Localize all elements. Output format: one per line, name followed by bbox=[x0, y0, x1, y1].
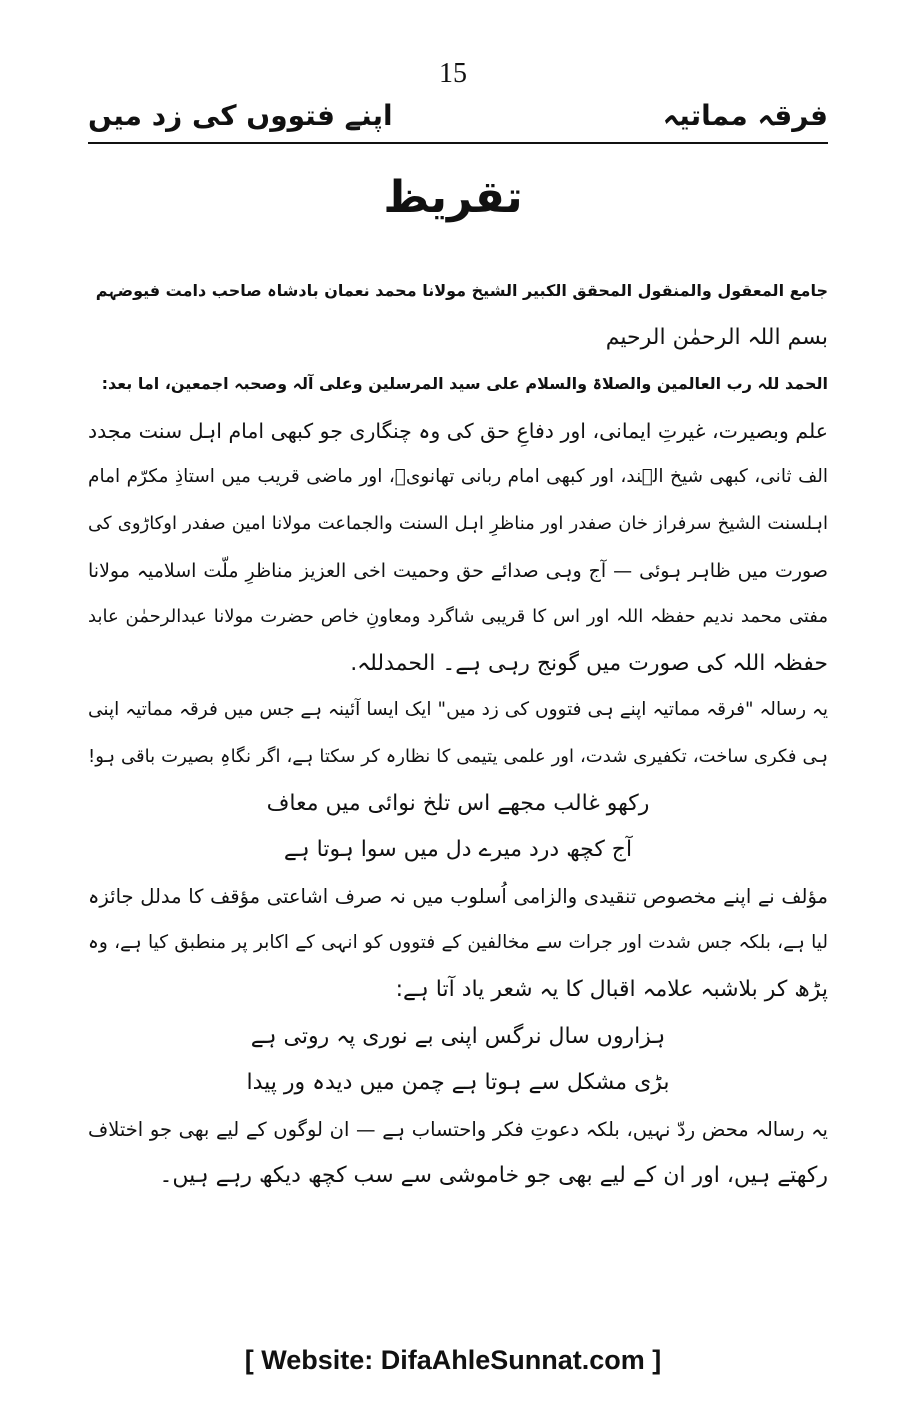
paragraph-line: پڑھ کر بلاشبہ علامہ اقبال کا یہ شعر یاد آتا ہے: bbox=[395, 976, 828, 1002]
website-footer: [ Website: DifaAhleSunnat.com ] bbox=[244, 1345, 662, 1375]
paragraph-line: حفظہ اللہ کی صورت میں گونج رہی ہے۔ الحمدللہ. bbox=[350, 650, 828, 676]
header-book-title: فرقہ مماتیہ bbox=[662, 99, 828, 132]
running-header bbox=[88, 96, 828, 144]
paragraph-line: اہلسنت الشیخ سرفراز خان صفدر اور مناظرِ اہل السنت والجماعت مولانا امین صفدر اوکاڑوی کی bbox=[88, 512, 828, 534]
section-title: تقریظ bbox=[383, 172, 523, 223]
author-line: جامع المعقول والمنقول المحقق الکبیر الشیخ مولانا محمد نعمان بادشاہ صاحب دامت فیوضہم bbox=[95, 281, 828, 300]
verse-line: رکھو غالب مجھے اس تلخ نوائی میں معاف bbox=[266, 790, 650, 816]
bismillah-line: بسم اللہ الرحمٰن الرحیم bbox=[605, 324, 828, 350]
hamd-line: الحمد للہ رب العالمین والصلاۃ والسلام علی سید المرسلین وعلی آلہ وصحبہ اجمعین، اما بعد: bbox=[101, 374, 828, 394]
page-number: 15 bbox=[439, 58, 467, 89]
paragraph-line: لیا ہے، بلکہ جس شدت اور جرات سے مخالفین کے فتووں کو انہی کے اکابر پر منطبق کیا ہے، وہ bbox=[88, 932, 828, 954]
paragraph-line: مؤلف نے اپنے مخصوص تنقیدی والزامی اُسلوب میں نہ صرف اشاعتی مؤقف کا مدلل جائزہ bbox=[88, 884, 828, 908]
paragraph-line: الف ثانی، کبھی شیخ الہند، اور کبھی امام ربانی تھانویؒ، اور ماضی قریب میں استاذِ مکرّم امام bbox=[88, 466, 828, 488]
paragraph-line: یہ رسالہ محض ردّ نہیں، بلکہ دعوتِ فکر واحتساب ہے — ان لوگوں کے لیے بھی جو اختلاف bbox=[88, 1117, 828, 1141]
paragraph-line: علم وبصیرت، غیرتِ ایمانی، اور دفاعِ حق کی وہ چنگاری جو کبھی امام اہل سنت مجدد bbox=[88, 418, 828, 443]
paragraph-line: یہ رسالہ "فرقہ مماتیہ اپنے ہی فتووں کی زد میں" ایک ایسا آئینہ ہے جس میں فرقہ مماتیہ اپنی bbox=[88, 699, 828, 721]
verse-line: بڑی مشکل سے ہوتا ہے چمن میں دیدہ ور پیدا bbox=[246, 1070, 670, 1096]
paragraph-line: ہی فکری ساخت، تکفیری شدت، اور علمی یتیمی کا نظارہ کر سکتا ہے، اگر نگاہِ بصیرت باقی ہو! bbox=[88, 745, 828, 767]
verse-line: آج کچھ درد میرے دل میں سوا ہوتا ہے bbox=[283, 837, 633, 863]
paragraph-line: رکھتے ہیں، اور ان کے لیے بھی جو خاموشی سے سب کچھ دیکھ رہے ہیں۔ bbox=[159, 1163, 828, 1189]
paragraph-line: مفتی محمد ندیم حفظہ اللہ اور اس کا قریبی شاگرد ومعاونِ خاص حضرت مولانا عبدالرحمٰن عابد bbox=[88, 606, 828, 628]
header-subtitle: اپنے فتووں کی زد میں bbox=[88, 99, 393, 132]
verse-line: ہزاروں سال نرگس اپنی بے نوری پہ روتی ہے bbox=[250, 1023, 666, 1049]
paragraph-line: صورت میں ظاہر ہوئی — آج وہی صدائے حق وحمیت اخی العزیز مناظرِ ملّت اسلامیہ مولانا bbox=[88, 559, 828, 582]
body-text bbox=[88, 268, 828, 1200]
